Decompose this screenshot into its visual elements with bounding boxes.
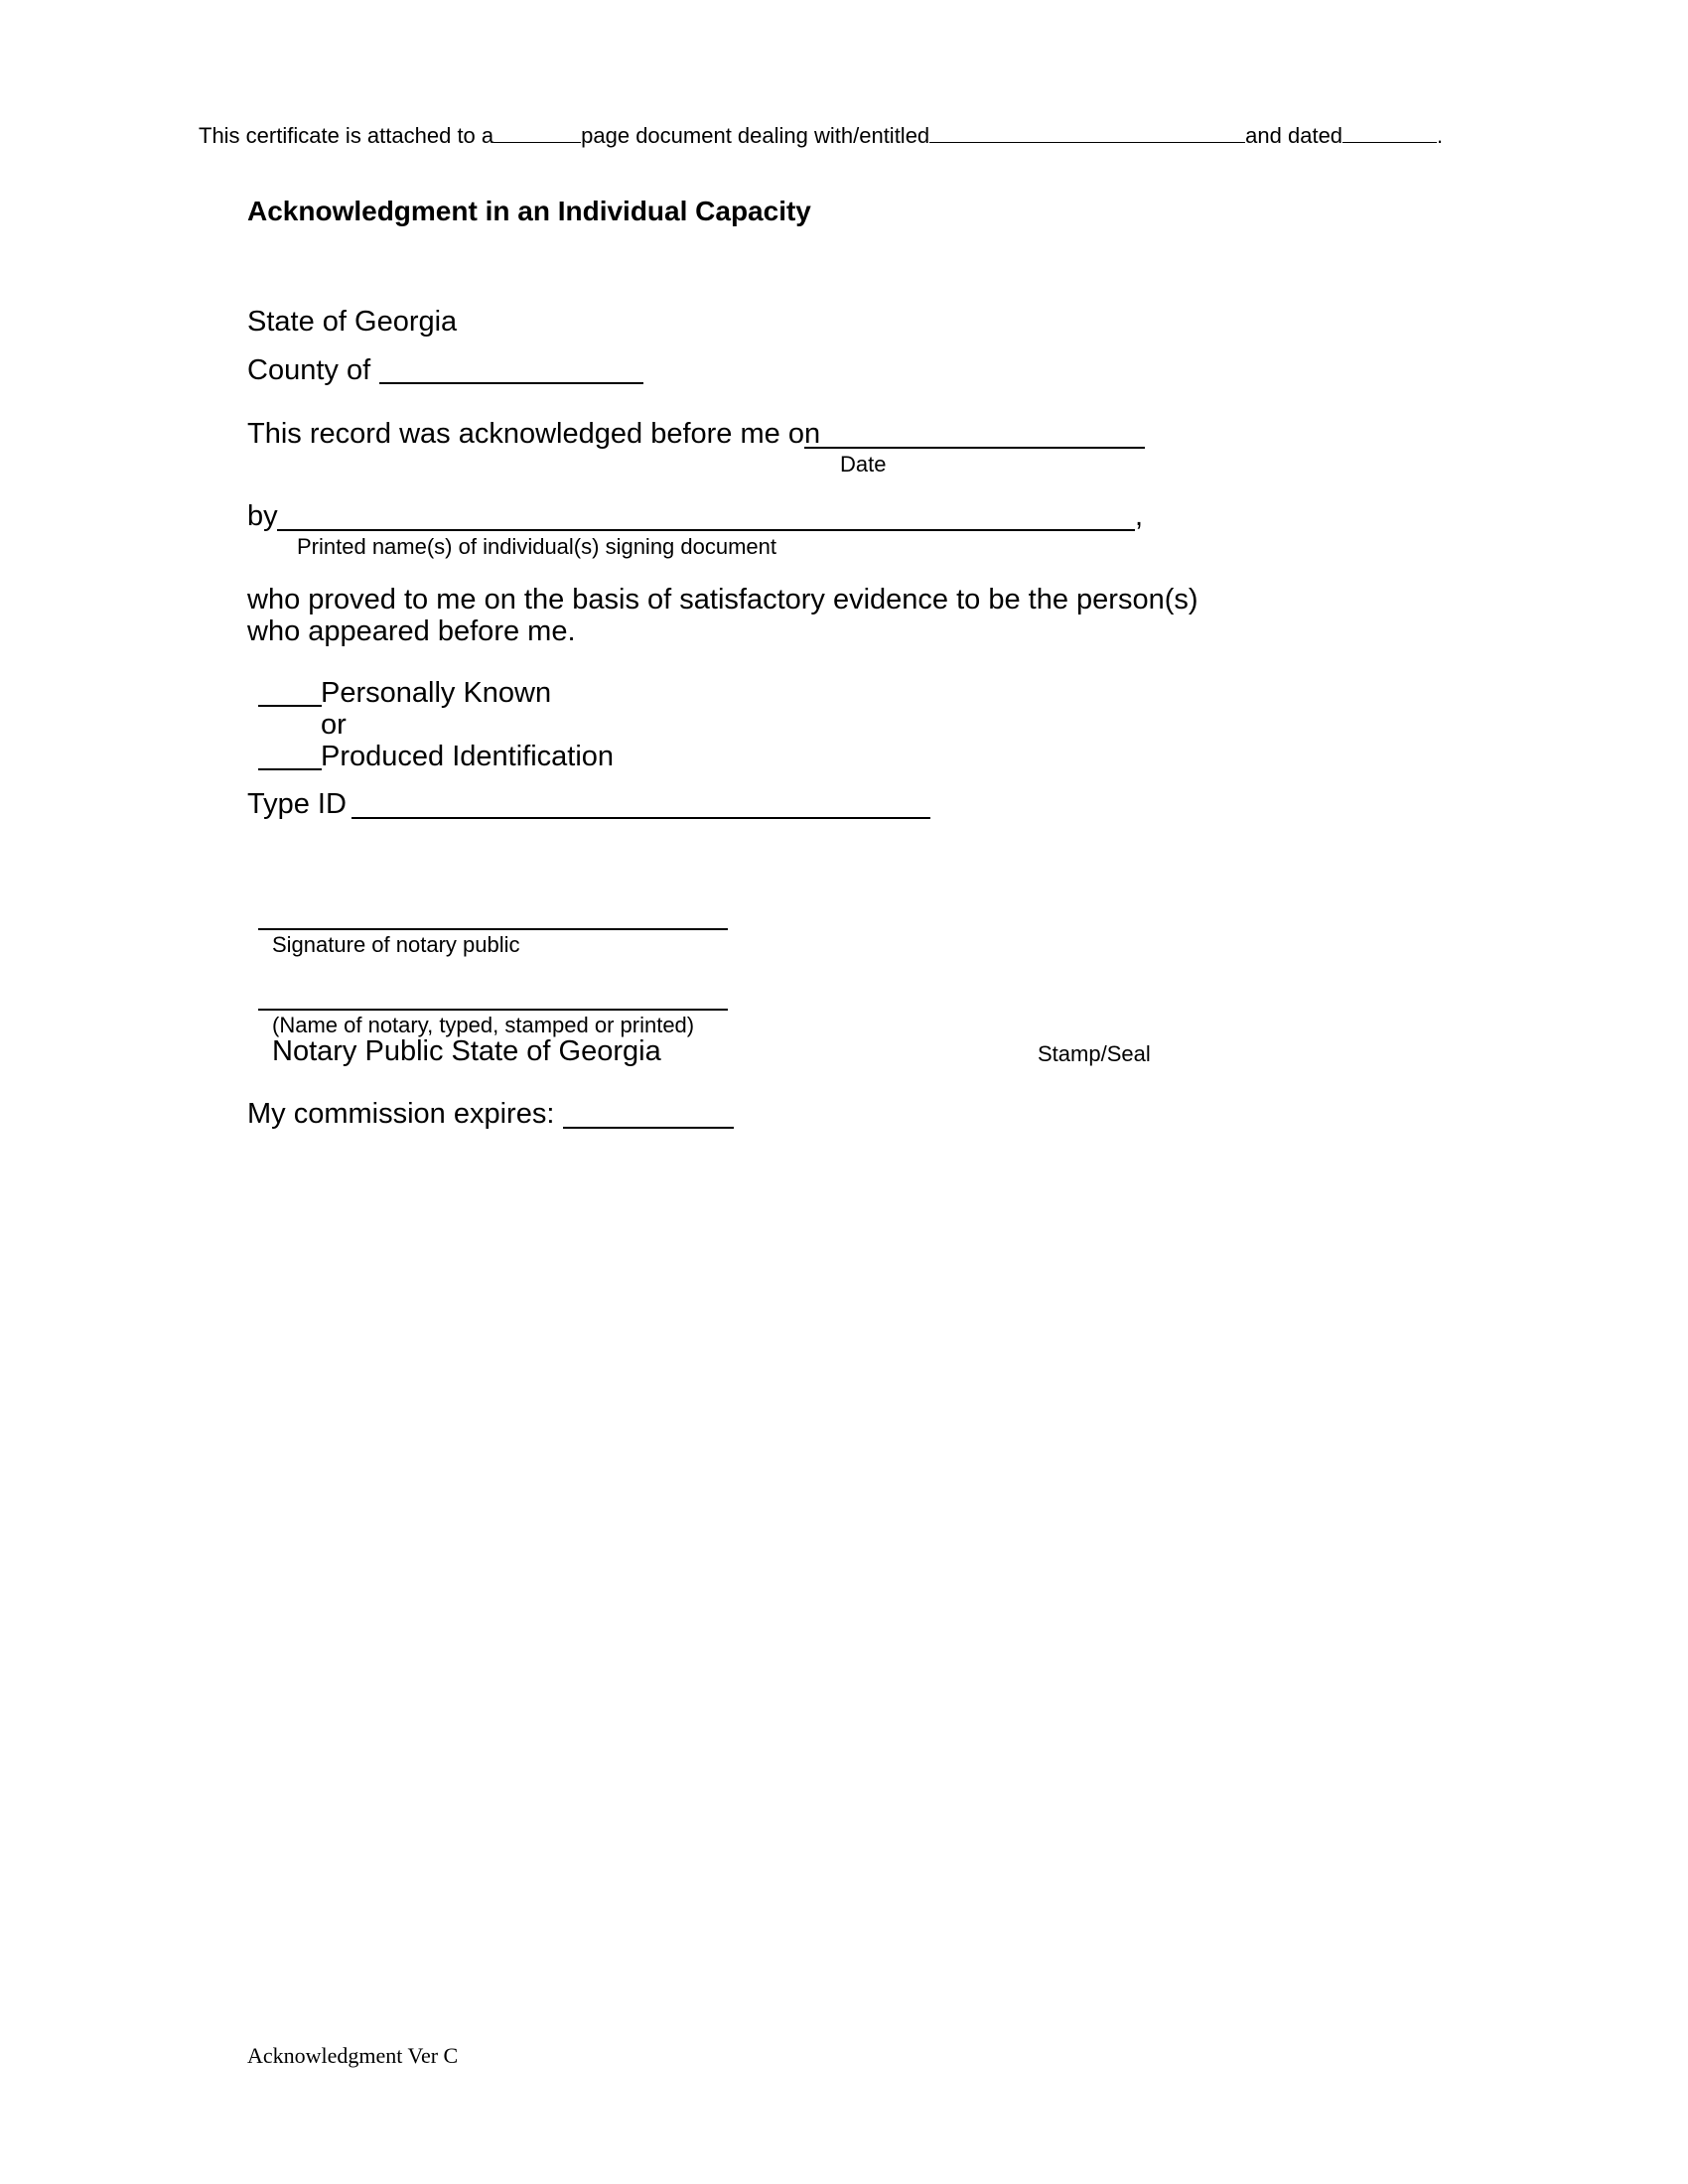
- attachment-line: [199, 123, 1443, 149]
- state-label: State of Georgia: [247, 306, 458, 338]
- signer-name-blank[interactable]: [277, 529, 1135, 531]
- document-title-blank[interactable]: [929, 142, 1245, 143]
- commission-label: My commission expires:: [247, 1098, 555, 1130]
- county-label: County of: [247, 354, 371, 386]
- proved-line-1: who proved to me on the basis of satisfactory evidence to be the person(s): [247, 584, 1198, 615]
- or-label: or: [321, 709, 347, 741]
- county-blank[interactable]: [379, 382, 643, 384]
- produced-id-blank[interactable]: [258, 768, 322, 770]
- stamp-seal-label: Stamp/Seal: [1038, 1041, 1151, 1066]
- page-count-blank[interactable]: [493, 142, 581, 143]
- notary-name-caption: (Name of notary, typed, stamped or printed): [272, 1013, 695, 1037]
- document-date-blank[interactable]: [1342, 142, 1437, 143]
- printed-name-caption: Printed name(s) of individual(s) signing document: [297, 534, 777, 559]
- notary-public-label: Notary Public State of Georgia: [272, 1035, 661, 1067]
- record-label: This record was acknowledged before me on: [247, 418, 821, 450]
- notary-name-blank[interactable]: [258, 1009, 728, 1011]
- date-caption: Date: [840, 452, 887, 477]
- proved-line-2: who appeared before me.: [247, 615, 576, 647]
- footer-version: Acknowledgment Ver C: [247, 2043, 459, 2068]
- signature-caption: Signature of notary public: [272, 932, 520, 957]
- page-title: Acknowledgment in an Individual Capacity: [247, 196, 811, 226]
- by-label: by: [247, 500, 278, 532]
- by-comma: ,: [1135, 500, 1144, 532]
- attach-prefix: This certificate is attached to a: [199, 123, 494, 148]
- personally-known-label: Personally Known: [321, 677, 552, 709]
- commission-date-blank[interactable]: [563, 1127, 734, 1129]
- type-id-blank[interactable]: [352, 817, 930, 819]
- attach-end: .: [1437, 123, 1444, 148]
- type-id-label: Type ID: [247, 788, 347, 820]
- county-line: [247, 354, 370, 387]
- signature-blank[interactable]: [258, 928, 728, 930]
- attach-mid1: page document dealing with/entitled: [581, 123, 930, 148]
- personally-known-blank[interactable]: [258, 705, 322, 707]
- produced-id-label: Produced Identification: [321, 741, 615, 772]
- date-blank[interactable]: [804, 447, 1145, 449]
- attach-mid2: and dated: [1245, 123, 1343, 148]
